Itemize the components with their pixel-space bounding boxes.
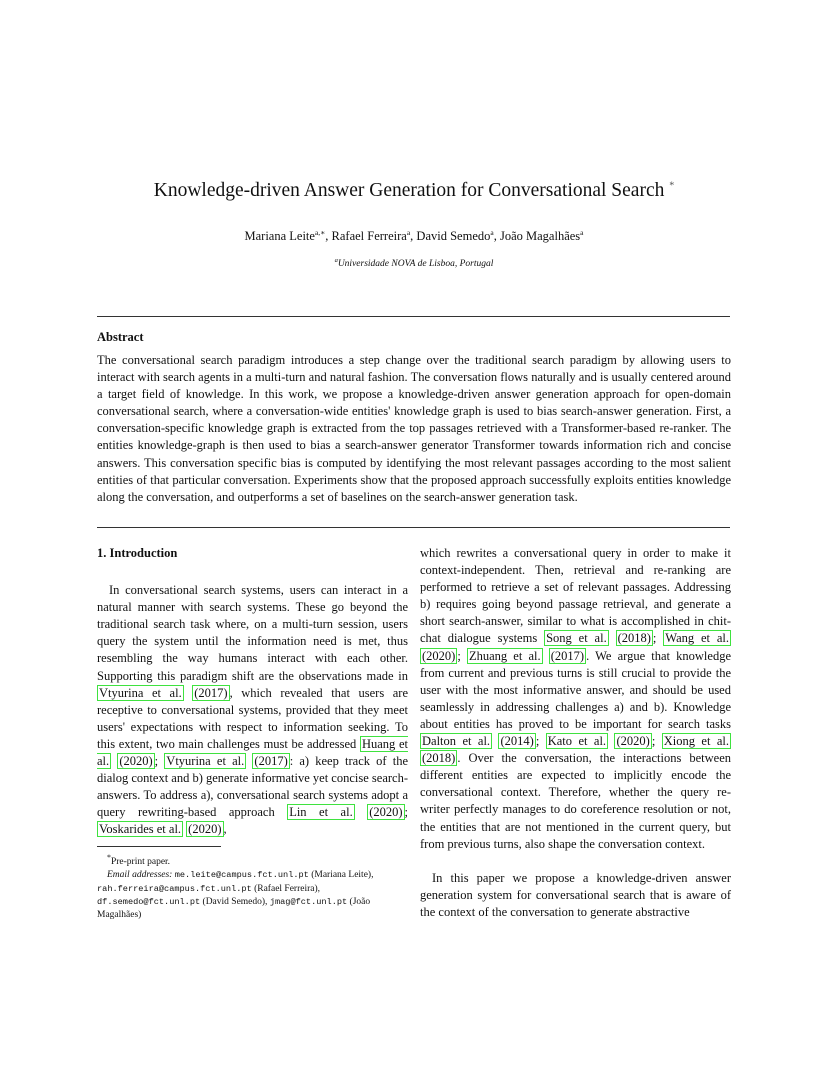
citation-link[interactable]: Voskarides et al. — [99, 822, 182, 837]
intro-paragraph-1: In conversational search systems, users can interact in a natural manner with search systems. These go beyond the traditional search task where, on a multi-turn session, users query the system until the information need is met, thus resembling the way humans interact with each other. Supporting this paradigm shift are the observations made in Vtyurina et al. (2017) , which revealed that users are receptive to conversational systems, provided that they meet users' expectations with respect to information seeking. To this extent, two main challenges must be addressed Huang et al. (2020) ; Vtyurina et al. (2017) : a) keep track of the dialog context and b) generate informative yet concise search-answers. To address a), conversational search systems adopt a query rewriting-based approach Lin et al. (2020) ; Voskarides et al. (2020) , — [97, 583, 409, 837]
title-footnote-mark: * — [669, 180, 675, 192]
abstract-bottom-rule — [97, 527, 730, 528]
author-name: Rafael Ferreira — [331, 229, 407, 244]
abstract-top-rule — [97, 316, 730, 317]
citation-link[interactable]: Lin et al. — [289, 805, 353, 820]
citation-link[interactable]: Vtyurina et al. — [166, 754, 245, 769]
citation-link[interactable]: Dalton et al. — [422, 734, 491, 749]
email-address[interactable]: me.leite@campus.fct.unl.pt — [174, 870, 309, 881]
arxiv-stamp-svg — [22, 290, 66, 675]
citation-year-link[interactable]: (2018) — [617, 631, 651, 646]
citation-link[interactable]: Huang et al. — [97, 736, 408, 769]
footnotes — [97, 851, 408, 922]
citation-year-link[interactable]: (2020) — [188, 822, 222, 837]
affiliation: $^a$Universidade NOVA de Lisboa, Portugal — [334, 257, 494, 270]
citation-year-link[interactable]: (2017) — [550, 648, 585, 663]
citation-year-link[interactable]: (2020) — [369, 805, 403, 820]
citation-year-link[interactable]: (2020) — [616, 734, 650, 749]
intro-paragraph-3: In this paper we propose a knowledge-driven answer generation system for conversational search that is aware of the context of the conversation to generate abstractive — [420, 870, 731, 919]
author-sup: a — [406, 228, 411, 237]
citation-link[interactable]: Zhuang et al. — [468, 648, 541, 663]
author-name: João Magalhães — [499, 229, 581, 244]
author-sup: a,∗ — [314, 228, 326, 237]
email-address[interactable]: rah.ferreira@campus.fct.unl.pt — [97, 883, 252, 894]
email-address[interactable]: df.semedo@fct.unl.pt — [97, 896, 201, 907]
author-name: Mariana Leite — [244, 229, 315, 244]
author-list: Mariana Leite$^{a,∗}$, Rafael Ferreira$^a$, David Semedo$^a$, João Magalhães$^a$ — [244, 228, 584, 244]
arxiv-stamp — [22, 290, 66, 675]
citation-year-link[interactable]: (2017) — [254, 754, 288, 769]
citation-link[interactable]: Wang et al. — [665, 631, 730, 646]
citation-link[interactable]: Song et al. — [546, 631, 607, 646]
citation-link[interactable]: Vtyurina et al. — [99, 685, 182, 700]
footnote-emails: Email addresses: me.leite@campus.fct.unl.pt (Mariana Leite), rah.ferreira@campus.fct.unl.pt (Rafael Ferreira), df.semedo@fct.unl.pt (David Semedo), jmag@fct.unl.pt (João Magalhães) — [97, 870, 374, 920]
citation-year-link[interactable]: (2017) — [194, 685, 228, 700]
citation-link[interactable]: Xiong et al. — [663, 734, 729, 749]
left-column — [97, 545, 408, 839]
citation-year-link[interactable]: (2020) — [119, 754, 153, 769]
abstract-heading: Abstract — [97, 330, 144, 344]
author-sup: a — [580, 228, 584, 237]
citation-year-link[interactable]: (2018) — [422, 751, 456, 766]
author-sup: a — [490, 228, 494, 237]
footnote-preprint: *Pre-print paper. — [107, 853, 171, 868]
affiliation-sup: a — [334, 257, 338, 264]
author-name: David Semedo — [416, 229, 491, 244]
citation-year-link[interactable]: (2020) — [422, 648, 456, 663]
section-heading: 1. Introduction — [97, 546, 178, 560]
email-address[interactable]: jmag@fct.unl.pt — [269, 896, 348, 907]
citation-link[interactable]: Kato et al. — [547, 734, 607, 749]
abstract-text: The conversational search paradigm introduces a step change over the traditional search paradigm by allowing users to interact with search agents in a multi-turn and natural fashion. The conversation flows naturally and is usually centered around a target field of knowledge. In this work, we propose a knowledge-driven answer generation approach for open-domain conversational search, where a conversation-wide entities' knowledge graph is used to bias search-answer generation. First, a conversation-specific knowledge graph is extracted from the top passages retrieved with a Transformer-based re-ranker. The entities knowledge-graph is then used to bias a search-answer generator Transformer towards information rich and concise answers. This conversation specific bias is computed by identifying the most relevant passages according to the most salient entities of that particular conversation. Experiments show that the proposed approach successfully exploits entities knowledge along the conversation, and outperforms a set of baselines on the search-answer generation task. — [97, 353, 731, 504]
right-column — [420, 545, 731, 921]
footnote-rule — [97, 846, 221, 847]
citation-year-link[interactable]: (2014) — [500, 734, 534, 749]
paper-title: Knowledge-driven Answer Generation for Conversational Search * — [153, 180, 675, 201]
intro-paragraph-2: which rewrites a conversational query in order to make it context-independent. Then, retrieval and re-ranking are performed to retrieve a set of relevant passages. Addressing b) requires going beyond passage retrieval, and generate a short search-answer, similar to what is accomplished in chit-chat dialogue systems Song et al. (2018) ; Wang et al. (2020) ; Zhuang et al. (2017) . We argue that knowledge from current and previous turns is still crucial to provide the user with the most informative answer, and should be used seamlessly in addressing challenges a) and b). Knowledge about entities has proved to be important for search tasks Dalton et al. (2014) ; Kato et al. (2020) ; Xiong et al. (2018) . Over the conversation, the interactions between different entities are expected to implicitly encode the conversational context. Therefore, whether the query re-writer perfectly manages to do coreference resolution or not, the entities that are not mentioned in the current query, but from previous turns, also shape the conversation context. — [420, 546, 731, 851]
